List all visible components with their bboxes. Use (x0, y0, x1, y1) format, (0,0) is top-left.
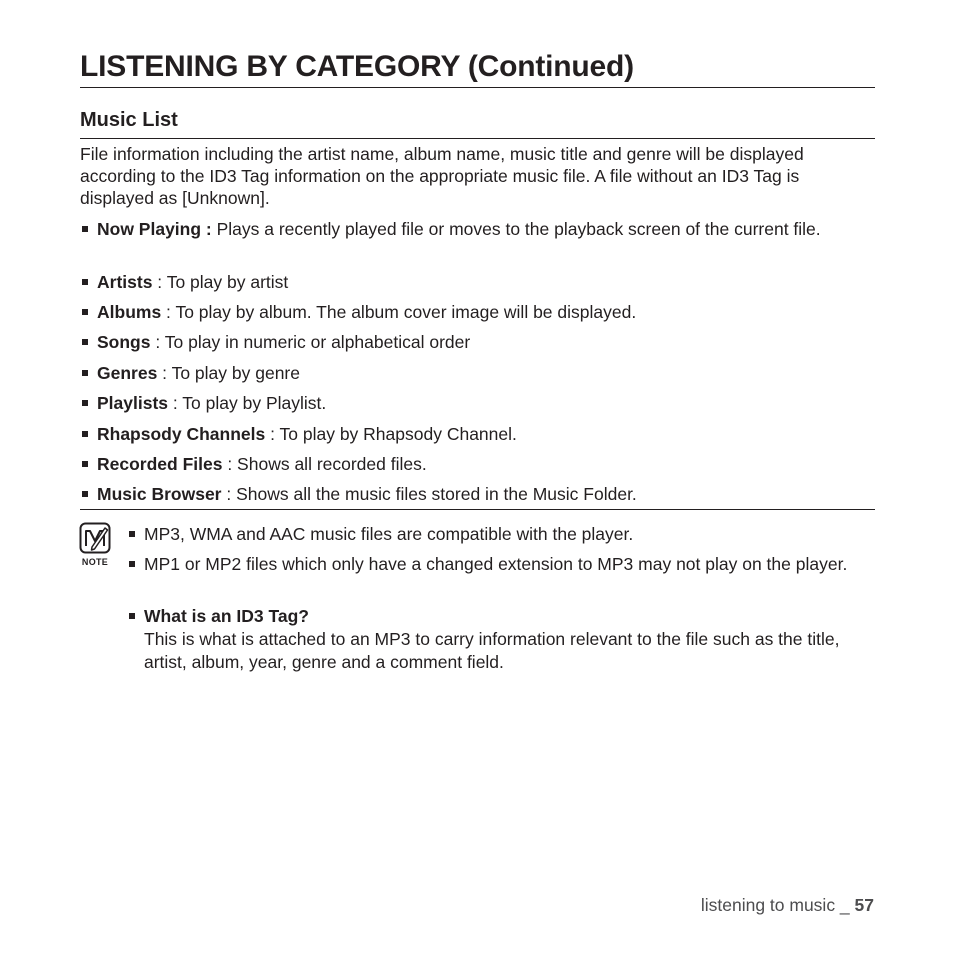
note-text: MP3, WMA and AAC music files are compatible with the player. (144, 524, 634, 544)
list-item-genres (80, 362, 875, 384)
item-description: : To play by album. The album cover image will be displayed. (161, 302, 637, 322)
list-item-rhapsody-channels (80, 423, 875, 445)
list-item-artists (80, 271, 875, 293)
item-description: : To play by artist (152, 272, 289, 292)
item-term: Songs (97, 332, 151, 352)
title-divider (80, 87, 875, 88)
bullet-square-icon (82, 370, 88, 376)
note-item-id3 (127, 605, 875, 674)
bullet-square-icon (82, 279, 88, 285)
note-term: What is an ID3 Tag? (144, 606, 309, 626)
list-item-playlists (80, 392, 875, 414)
page-number: 57 (854, 895, 874, 915)
list-item-music-browser (80, 483, 875, 505)
item-description: : To play by genre (157, 363, 300, 383)
bullet-square-icon (129, 561, 135, 567)
page-footer (701, 894, 874, 916)
note-label: NOTE (81, 557, 109, 567)
item-term: Playlists (97, 393, 169, 413)
list-item-now-playing (80, 218, 875, 240)
page-title: LISTENING BY CATEGORY (Continued) (80, 50, 634, 83)
item-description: : To play by Playlist. (168, 393, 327, 413)
item-description: : To play in numeric or alphabetical order (150, 332, 471, 352)
bullet-square-icon (129, 531, 135, 537)
item-description: : Shows all the music files stored in the Music Folder. (221, 484, 637, 504)
note-text: MP1 or MP2 files which only have a changed extension to MP3 may not play on the player. (144, 554, 848, 574)
item-term: Music Browser (97, 484, 222, 504)
intro-paragraph: File information including the artist name, album name, music title and genre will be displayed according to the ID3 Tag information on the appropriate music file. A file without an ID3 Tag is displayed as [Unknown]. (80, 144, 804, 208)
item-description: : Shows all recorded files. (222, 454, 427, 474)
bullet-square-icon (82, 309, 88, 315)
note-pencil-icon (79, 522, 111, 554)
bullet-square-icon (82, 400, 88, 406)
list-item-recorded-files (80, 453, 875, 475)
bullet-square-icon (82, 431, 88, 437)
item-term: Now Playing : (97, 219, 212, 239)
item-term: Genres (97, 363, 158, 383)
item-term: Albums (97, 302, 162, 322)
item-term: Recorded Files (97, 454, 223, 474)
footer-section: listening to music _ (700, 895, 855, 915)
item-description: : To play by Rhapsody Channel. (265, 424, 517, 444)
bullet-square-icon (129, 613, 135, 619)
section-heading: Music List (80, 109, 178, 131)
list-item-albums (80, 301, 875, 323)
bullet-square-icon (82, 339, 88, 345)
item-term: Rhapsody Channels (97, 424, 266, 444)
note-item (127, 553, 875, 576)
list-divider (80, 509, 875, 510)
note-text: This is what is attached to an MP3 to carry information relevant to the file such as the title, artist, album, year, genre and a comment field. (144, 629, 840, 672)
bullet-square-icon (82, 461, 88, 467)
item-description: Plays a recently played file or moves to the playback screen of the current file. (211, 219, 821, 239)
bullet-square-icon (82, 226, 88, 232)
item-term: Artists (97, 272, 153, 292)
section-divider (80, 138, 875, 139)
bullet-square-icon (82, 491, 88, 497)
note-item (127, 523, 875, 546)
list-item-songs (80, 331, 875, 353)
